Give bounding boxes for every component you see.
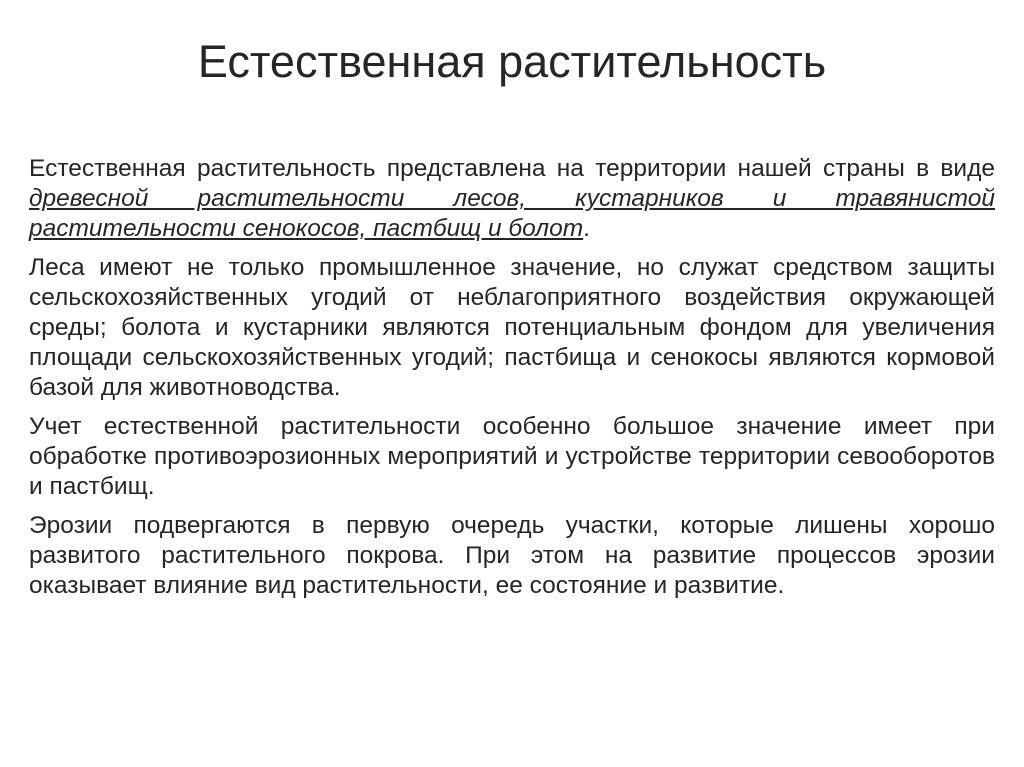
paragraph-erosion: Эрозии подвергаются в первую очередь участки, которые лишены хорошо развитого растительного покрова. При этом на развитие процессов эрозии оказывает влияние вид растительности, ее состояние и развитие. (29, 512, 995, 599)
paragraph-accounting: Учет естественной растительности особенно большое значение имеет при обработке противоэрозионных мероприятий и устройстве территории севооборотов и пастбищ. (29, 413, 995, 500)
emphasized-vegetation-list: древесной растительности лесов, кустарников и травянистой растительности сенокосов, пастбищ и болот (29, 185, 995, 242)
paragraph-forests-role: Леса имеют не только промышленное значение, но служат средством защиты сельскохозяйственных угодий от неблагоприятного воздействия окружающей среды; болота и кустарники являются потенциальным фондом для увеличения площади сельскохозяйственных угодий; пастбища и сенокосы являются кормовой базой для животноводства. (29, 254, 995, 401)
slide-title: Естественная растительность (197, 36, 827, 87)
paragraph-vegetation-types (29, 154, 995, 244)
paragraph-intro-text: Естественная растительность представлена на территории нашей страны в виде (29, 155, 995, 182)
paragraph-end-punctuation: . (583, 215, 590, 242)
slide-body (29, 154, 995, 610)
